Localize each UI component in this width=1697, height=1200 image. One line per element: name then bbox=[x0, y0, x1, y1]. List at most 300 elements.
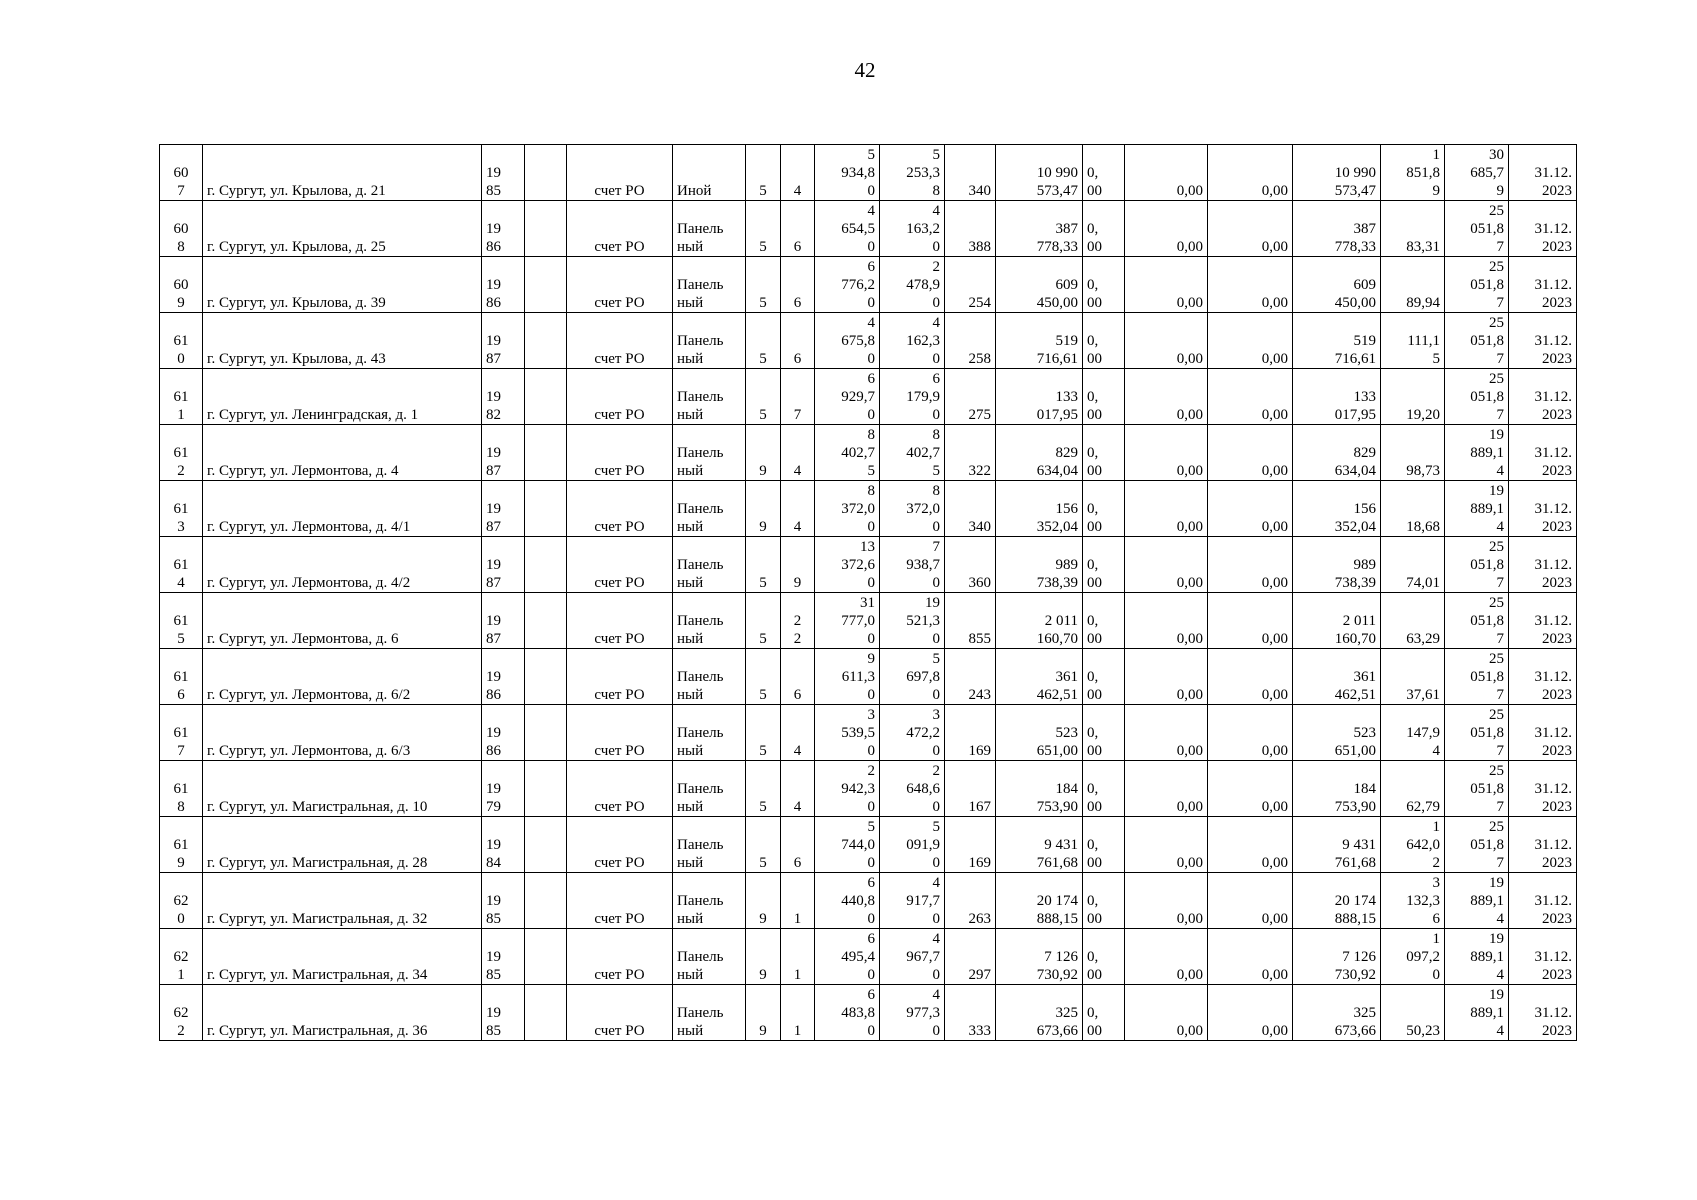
cell-fund-method: счет РО bbox=[567, 257, 673, 313]
cell-cost-fund-a: 0,00 bbox=[1125, 593, 1208, 649]
cell-wall-material: Панель ный bbox=[673, 537, 746, 593]
cell-max-cost-per-sqm: 25 051,8 7 bbox=[1445, 705, 1509, 761]
cell-wall-material: Панель ный bbox=[673, 369, 746, 425]
cell-blank-cell bbox=[525, 929, 567, 985]
cell-max-cost-per-sqm: 19 889,1 4 bbox=[1445, 985, 1509, 1041]
cell-cost-owners: 9 431 761,68 bbox=[1293, 817, 1381, 873]
cell-cost-fund-a: 0,00 bbox=[1125, 649, 1208, 705]
cell-blank-cell bbox=[525, 537, 567, 593]
cell-fund-method: счет РО bbox=[567, 369, 673, 425]
cell-living-area: 4 917,7 0 bbox=[880, 873, 945, 929]
cell-max-cost-per-sqm: 25 051,8 7 bbox=[1445, 817, 1509, 873]
cell-fund-method: счет РО bbox=[567, 313, 673, 369]
cell-living-area: 8 372,0 0 bbox=[880, 481, 945, 537]
cell-completion-date: 31.12. 2023 bbox=[1509, 369, 1577, 425]
cell-percent-cell: 0, 00 bbox=[1083, 817, 1125, 873]
cell-cost-owners: 387 778,33 bbox=[1293, 201, 1381, 257]
table-row bbox=[160, 593, 1577, 649]
table-row bbox=[160, 705, 1577, 761]
cell-cost-fund-a: 0,00 bbox=[1125, 425, 1208, 481]
cell-total-cost: 387 778,33 bbox=[996, 201, 1083, 257]
cell-cost-fund-b: 0,00 bbox=[1208, 425, 1293, 481]
cell-cost-fund-a: 0,00 bbox=[1125, 201, 1208, 257]
cell-blank-cell bbox=[525, 761, 567, 817]
cell-cost-per-sqm: 3 132,3 6 bbox=[1381, 873, 1445, 929]
cell-cost-per-sqm: 74,01 bbox=[1381, 537, 1445, 593]
cell-total-area: 8 402,7 5 bbox=[815, 425, 880, 481]
cell-cost-fund-b: 0,00 bbox=[1208, 369, 1293, 425]
cell-row-number: 61 5 bbox=[160, 593, 203, 649]
cell-percent-cell: 0, 00 bbox=[1083, 761, 1125, 817]
cell-year-built: 19 87 bbox=[482, 481, 525, 537]
cell-max-cost-per-sqm: 19 889,1 4 bbox=[1445, 425, 1509, 481]
cell-cost-per-sqm: 62,79 bbox=[1381, 761, 1445, 817]
cell-cost-fund-b: 0,00 bbox=[1208, 817, 1293, 873]
cell-row-number: 61 3 bbox=[160, 481, 203, 537]
cell-entrances: 6 bbox=[781, 201, 815, 257]
cell-cost-owners: 20 174 888,15 bbox=[1293, 873, 1381, 929]
cell-total-area: 13 372,6 0 bbox=[815, 537, 880, 593]
cell-max-cost-per-sqm: 30 685,7 9 bbox=[1445, 145, 1509, 201]
cell-residents: 167 bbox=[945, 761, 996, 817]
cell-living-area: 8 402,7 5 bbox=[880, 425, 945, 481]
cell-total-cost: 829 634,04 bbox=[996, 425, 1083, 481]
cell-year-built: 19 86 bbox=[482, 257, 525, 313]
cell-blank-cell bbox=[525, 593, 567, 649]
cell-percent-cell: 0, 00 bbox=[1083, 481, 1125, 537]
cell-completion-date: 31.12. 2023 bbox=[1509, 649, 1577, 705]
cell-address: г. Сургут, ул. Магистральная, д. 34 bbox=[203, 929, 482, 985]
cell-total-cost: 325 673,66 bbox=[996, 985, 1083, 1041]
cell-row-number: 62 2 bbox=[160, 985, 203, 1041]
table-row bbox=[160, 201, 1577, 257]
cell-fund-method: счет РО bbox=[567, 425, 673, 481]
cell-entrances: 4 bbox=[781, 705, 815, 761]
cell-cost-fund-a: 0,00 bbox=[1125, 369, 1208, 425]
cell-year-built: 19 87 bbox=[482, 593, 525, 649]
cell-total-area: 31 777,0 0 bbox=[815, 593, 880, 649]
cell-address: г. Сургут, ул. Крылова, д. 39 bbox=[203, 257, 482, 313]
cell-percent-cell: 0, 00 bbox=[1083, 257, 1125, 313]
cell-completion-date: 31.12. 2023 bbox=[1509, 145, 1577, 201]
cell-total-cost: 10 990 573,47 bbox=[996, 145, 1083, 201]
cell-living-area: 7 938,7 0 bbox=[880, 537, 945, 593]
cell-cost-owners: 10 990 573,47 bbox=[1293, 145, 1381, 201]
cell-cost-fund-b: 0,00 bbox=[1208, 985, 1293, 1041]
cell-completion-date: 31.12. 2023 bbox=[1509, 985, 1577, 1041]
cell-wall-material: Панель ный bbox=[673, 705, 746, 761]
cell-blank-cell bbox=[525, 705, 567, 761]
table-row bbox=[160, 873, 1577, 929]
cell-total-cost: 989 738,39 bbox=[996, 537, 1083, 593]
cell-cost-fund-b: 0,00 bbox=[1208, 257, 1293, 313]
table-row bbox=[160, 761, 1577, 817]
cell-address: г. Сургут, ул. Крылова, д. 43 bbox=[203, 313, 482, 369]
cell-cost-per-sqm: 19,20 bbox=[1381, 369, 1445, 425]
cell-cost-fund-b: 0,00 bbox=[1208, 593, 1293, 649]
cell-address: г. Сургут, ул. Магистральная, д. 10 bbox=[203, 761, 482, 817]
cell-residents: 855 bbox=[945, 593, 996, 649]
cell-cost-fund-b: 0,00 bbox=[1208, 929, 1293, 985]
cell-total-area: 5 744,0 0 bbox=[815, 817, 880, 873]
cell-row-number: 61 4 bbox=[160, 537, 203, 593]
cell-completion-date: 31.12. 2023 bbox=[1509, 481, 1577, 537]
table-row bbox=[160, 145, 1577, 201]
cell-floors: 5 bbox=[746, 761, 781, 817]
cell-floors: 5 bbox=[746, 257, 781, 313]
cell-year-built: 19 86 bbox=[482, 705, 525, 761]
cell-wall-material: Панель ный bbox=[673, 593, 746, 649]
cell-residents: 169 bbox=[945, 705, 996, 761]
cell-entrances: 4 bbox=[781, 481, 815, 537]
cell-wall-material: Панель ный bbox=[673, 649, 746, 705]
cell-percent-cell: 0, 00 bbox=[1083, 201, 1125, 257]
cell-total-area: 3 539,5 0 bbox=[815, 705, 880, 761]
table-row bbox=[160, 817, 1577, 873]
cell-blank-cell bbox=[525, 145, 567, 201]
cell-wall-material: Панель ный bbox=[673, 313, 746, 369]
page-number: 42 bbox=[854, 58, 876, 82]
cell-floors: 5 bbox=[746, 705, 781, 761]
cell-residents: 388 bbox=[945, 201, 996, 257]
cell-floors: 5 bbox=[746, 145, 781, 201]
cell-max-cost-per-sqm: 25 051,8 7 bbox=[1445, 537, 1509, 593]
cell-percent-cell: 0, 00 bbox=[1083, 705, 1125, 761]
cell-floors: 5 bbox=[746, 593, 781, 649]
cell-total-area: 4 675,8 0 bbox=[815, 313, 880, 369]
cell-completion-date: 31.12. 2023 bbox=[1509, 929, 1577, 985]
cell-cost-owners: 325 673,66 bbox=[1293, 985, 1381, 1041]
cell-percent-cell: 0, 00 bbox=[1083, 985, 1125, 1041]
cell-address: г. Сургут, ул. Магистральная, д. 36 bbox=[203, 985, 482, 1041]
cell-total-area: 6 776,2 0 bbox=[815, 257, 880, 313]
cell-blank-cell bbox=[525, 369, 567, 425]
cell-wall-material: Панель ный bbox=[673, 201, 746, 257]
table-row bbox=[160, 481, 1577, 537]
cell-blank-cell bbox=[525, 481, 567, 537]
cell-floors: 9 bbox=[746, 985, 781, 1041]
cell-living-area: 4 162,3 0 bbox=[880, 313, 945, 369]
cell-completion-date: 31.12. 2023 bbox=[1509, 761, 1577, 817]
registry-body bbox=[160, 145, 1577, 1041]
cell-total-cost: 133 017,95 bbox=[996, 369, 1083, 425]
housing-registry-table bbox=[159, 144, 1577, 1041]
cell-address: г. Сургут, ул. Крылова, д. 21 bbox=[203, 145, 482, 201]
cell-living-area: 2 648,6 0 bbox=[880, 761, 945, 817]
table-row bbox=[160, 649, 1577, 705]
cell-year-built: 19 86 bbox=[482, 649, 525, 705]
cell-total-cost: 609 450,00 bbox=[996, 257, 1083, 313]
cell-total-area: 6 495,4 0 bbox=[815, 929, 880, 985]
cell-row-number: 61 1 bbox=[160, 369, 203, 425]
cell-cost-owners: 2 011 160,70 bbox=[1293, 593, 1381, 649]
cell-percent-cell: 0, 00 bbox=[1083, 145, 1125, 201]
cell-cost-owners: 609 450,00 bbox=[1293, 257, 1381, 313]
cell-wall-material: Панель ный bbox=[673, 425, 746, 481]
cell-year-built: 19 87 bbox=[482, 537, 525, 593]
cell-residents: 243 bbox=[945, 649, 996, 705]
cell-total-area: 8 372,0 0 bbox=[815, 481, 880, 537]
cell-percent-cell: 0, 00 bbox=[1083, 593, 1125, 649]
cell-entrances: 6 bbox=[781, 313, 815, 369]
cell-max-cost-per-sqm: 25 051,8 7 bbox=[1445, 369, 1509, 425]
cell-completion-date: 31.12. 2023 bbox=[1509, 201, 1577, 257]
table-row bbox=[160, 369, 1577, 425]
cell-address: г. Сургут, ул. Лермонтова, д. 4/1 bbox=[203, 481, 482, 537]
cell-floors: 9 bbox=[746, 481, 781, 537]
cell-total-area: 6 929,7 0 bbox=[815, 369, 880, 425]
cell-year-built: 19 84 bbox=[482, 817, 525, 873]
cell-entrances: 4 bbox=[781, 761, 815, 817]
cell-living-area: 4 163,2 0 bbox=[880, 201, 945, 257]
cell-residents: 297 bbox=[945, 929, 996, 985]
table-row bbox=[160, 313, 1577, 369]
cell-row-number: 61 8 bbox=[160, 761, 203, 817]
cell-address: г. Сургут, ул. Магистральная, д. 32 bbox=[203, 873, 482, 929]
cell-residents: 254 bbox=[945, 257, 996, 313]
cell-address: г. Сургут, ул. Ленинградская, д. 1 bbox=[203, 369, 482, 425]
cell-living-area: 4 977,3 0 bbox=[880, 985, 945, 1041]
cell-completion-date: 31.12. 2023 bbox=[1509, 313, 1577, 369]
cell-cost-owners: 133 017,95 bbox=[1293, 369, 1381, 425]
cell-blank-cell bbox=[525, 873, 567, 929]
cell-address: г. Сургут, ул. Лермонтова, д. 6 bbox=[203, 593, 482, 649]
cell-floors: 5 bbox=[746, 649, 781, 705]
cell-percent-cell: 0, 00 bbox=[1083, 537, 1125, 593]
cell-cost-fund-a: 0,00 bbox=[1125, 145, 1208, 201]
cell-floors: 5 bbox=[746, 817, 781, 873]
cell-address: г. Сургут, ул. Магистральная, д. 28 bbox=[203, 817, 482, 873]
cell-fund-method: счет РО bbox=[567, 873, 673, 929]
table-row bbox=[160, 985, 1577, 1041]
cell-floors: 9 bbox=[746, 873, 781, 929]
cell-total-cost: 519 716,61 bbox=[996, 313, 1083, 369]
cell-row-number: 62 1 bbox=[160, 929, 203, 985]
cell-completion-date: 31.12. 2023 bbox=[1509, 873, 1577, 929]
cell-max-cost-per-sqm: 25 051,8 7 bbox=[1445, 257, 1509, 313]
cell-residents: 333 bbox=[945, 985, 996, 1041]
cell-total-cost: 2 011 160,70 bbox=[996, 593, 1083, 649]
cell-total-cost: 20 174 888,15 bbox=[996, 873, 1083, 929]
cell-fund-method: счет РО bbox=[567, 929, 673, 985]
cell-year-built: 19 82 bbox=[482, 369, 525, 425]
cell-total-cost: 184 753,90 bbox=[996, 761, 1083, 817]
table-row bbox=[160, 929, 1577, 985]
cell-year-built: 19 85 bbox=[482, 145, 525, 201]
cell-max-cost-per-sqm: 25 051,8 7 bbox=[1445, 761, 1509, 817]
cell-residents: 275 bbox=[945, 369, 996, 425]
cell-cost-owners: 184 753,90 bbox=[1293, 761, 1381, 817]
cell-cost-per-sqm: 63,29 bbox=[1381, 593, 1445, 649]
cell-floors: 5 bbox=[746, 369, 781, 425]
cell-cost-per-sqm: 37,61 bbox=[1381, 649, 1445, 705]
cell-blank-cell bbox=[525, 201, 567, 257]
cell-cost-fund-a: 0,00 bbox=[1125, 313, 1208, 369]
cell-cost-owners: 361 462,51 bbox=[1293, 649, 1381, 705]
cell-blank-cell bbox=[525, 817, 567, 873]
cell-total-cost: 156 352,04 bbox=[996, 481, 1083, 537]
cell-cost-owners: 7 126 730,92 bbox=[1293, 929, 1381, 985]
cell-cost-per-sqm: 50,23 bbox=[1381, 985, 1445, 1041]
cell-total-area: 5 934,8 0 bbox=[815, 145, 880, 201]
cell-total-area: 6 483,8 0 bbox=[815, 985, 880, 1041]
cell-total-cost: 9 431 761,68 bbox=[996, 817, 1083, 873]
cell-cost-fund-a: 0,00 bbox=[1125, 705, 1208, 761]
cell-cost-fund-b: 0,00 bbox=[1208, 649, 1293, 705]
cell-year-built: 19 79 bbox=[482, 761, 525, 817]
cell-entrances: 7 bbox=[781, 369, 815, 425]
cell-entrances: 6 bbox=[781, 649, 815, 705]
cell-completion-date: 31.12. 2023 bbox=[1509, 705, 1577, 761]
cell-fund-method: счет РО bbox=[567, 649, 673, 705]
cell-row-number: 60 7 bbox=[160, 145, 203, 201]
cell-wall-material: Панель ный bbox=[673, 985, 746, 1041]
cell-floors: 5 bbox=[746, 201, 781, 257]
cell-row-number: 61 0 bbox=[160, 313, 203, 369]
cell-address: г. Сургут, ул. Лермонтова, д. 4 bbox=[203, 425, 482, 481]
cell-cost-fund-b: 0,00 bbox=[1208, 537, 1293, 593]
cell-completion-date: 31.12. 2023 bbox=[1509, 817, 1577, 873]
cell-cost-per-sqm: 147,9 4 bbox=[1381, 705, 1445, 761]
cell-fund-method: счет РО bbox=[567, 705, 673, 761]
cell-row-number: 61 2 bbox=[160, 425, 203, 481]
cell-year-built: 19 85 bbox=[482, 985, 525, 1041]
cell-entrances: 6 bbox=[781, 257, 815, 313]
cell-wall-material: Иной bbox=[673, 145, 746, 201]
cell-entrances: 4 bbox=[781, 145, 815, 201]
cell-year-built: 19 85 bbox=[482, 873, 525, 929]
cell-fund-method: счет РО bbox=[567, 817, 673, 873]
cell-cost-fund-a: 0,00 bbox=[1125, 817, 1208, 873]
cell-total-cost: 361 462,51 bbox=[996, 649, 1083, 705]
cell-residents: 169 bbox=[945, 817, 996, 873]
table-row bbox=[160, 257, 1577, 313]
cell-cost-per-sqm: 98,73 bbox=[1381, 425, 1445, 481]
cell-row-number: 61 9 bbox=[160, 817, 203, 873]
cell-row-number: 62 0 bbox=[160, 873, 203, 929]
cell-living-area: 5 091,9 0 bbox=[880, 817, 945, 873]
cell-cost-per-sqm: 1 642,0 2 bbox=[1381, 817, 1445, 873]
cell-residents: 258 bbox=[945, 313, 996, 369]
cell-row-number: 61 6 bbox=[160, 649, 203, 705]
cell-cost-per-sqm: 83,31 bbox=[1381, 201, 1445, 257]
cell-cost-fund-a: 0,00 bbox=[1125, 481, 1208, 537]
cell-percent-cell: 0, 00 bbox=[1083, 929, 1125, 985]
cell-living-area: 6 179,9 0 bbox=[880, 369, 945, 425]
cell-completion-date: 31.12. 2023 bbox=[1509, 537, 1577, 593]
cell-entrances: 9 bbox=[781, 537, 815, 593]
cell-living-area: 3 472,2 0 bbox=[880, 705, 945, 761]
cell-total-area: 4 654,5 0 bbox=[815, 201, 880, 257]
cell-address: г. Сургут, ул. Крылова, д. 25 bbox=[203, 201, 482, 257]
cell-address: г. Сургут, ул. Лермонтова, д. 6/2 bbox=[203, 649, 482, 705]
cell-row-number: 61 7 bbox=[160, 705, 203, 761]
cell-address: г. Сургут, ул. Лермонтова, д. 4/2 bbox=[203, 537, 482, 593]
cell-max-cost-per-sqm: 25 051,8 7 bbox=[1445, 201, 1509, 257]
cell-cost-per-sqm: 1 097,2 0 bbox=[1381, 929, 1445, 985]
cell-fund-method: счет РО bbox=[567, 537, 673, 593]
cell-cost-per-sqm: 89,94 bbox=[1381, 257, 1445, 313]
cell-entrances: 1 bbox=[781, 929, 815, 985]
cell-wall-material: Панель ный bbox=[673, 929, 746, 985]
cell-entrances: 2 2 bbox=[781, 593, 815, 649]
cell-fund-method: счет РО bbox=[567, 985, 673, 1041]
cell-cost-owners: 829 634,04 bbox=[1293, 425, 1381, 481]
cell-fund-method: счет РО bbox=[567, 593, 673, 649]
cell-max-cost-per-sqm: 25 051,8 7 bbox=[1445, 593, 1509, 649]
cell-total-area: 6 440,8 0 bbox=[815, 873, 880, 929]
cell-wall-material: Панель ный bbox=[673, 873, 746, 929]
cell-percent-cell: 0, 00 bbox=[1083, 425, 1125, 481]
cell-cost-per-sqm: 18,68 bbox=[1381, 481, 1445, 537]
cell-blank-cell bbox=[525, 985, 567, 1041]
cell-residents: 340 bbox=[945, 145, 996, 201]
cell-blank-cell bbox=[525, 649, 567, 705]
cell-living-area: 4 967,7 0 bbox=[880, 929, 945, 985]
cell-entrances: 4 bbox=[781, 425, 815, 481]
cell-max-cost-per-sqm: 19 889,1 4 bbox=[1445, 481, 1509, 537]
cell-living-area: 2 478,9 0 bbox=[880, 257, 945, 313]
cell-cost-fund-a: 0,00 bbox=[1125, 929, 1208, 985]
cell-blank-cell bbox=[525, 313, 567, 369]
cell-cost-fund-a: 0,00 bbox=[1125, 985, 1208, 1041]
cell-cost-owners: 519 716,61 bbox=[1293, 313, 1381, 369]
cell-cost-fund-a: 0,00 bbox=[1125, 873, 1208, 929]
cell-max-cost-per-sqm: 19 889,1 4 bbox=[1445, 873, 1509, 929]
cell-cost-fund-b: 0,00 bbox=[1208, 873, 1293, 929]
cell-living-area: 19 521,3 0 bbox=[880, 593, 945, 649]
cell-cost-owners: 156 352,04 bbox=[1293, 481, 1381, 537]
cell-cost-fund-b: 0,00 bbox=[1208, 145, 1293, 201]
cell-completion-date: 31.12. 2023 bbox=[1509, 593, 1577, 649]
cell-cost-fund-a: 0,00 bbox=[1125, 257, 1208, 313]
cell-entrances: 6 bbox=[781, 817, 815, 873]
cell-cost-fund-a: 0,00 bbox=[1125, 537, 1208, 593]
cell-residents: 322 bbox=[945, 425, 996, 481]
cell-percent-cell: 0, 00 bbox=[1083, 873, 1125, 929]
cell-cost-owners: 523 651,00 bbox=[1293, 705, 1381, 761]
cell-cost-fund-b: 0,00 bbox=[1208, 761, 1293, 817]
cell-completion-date: 31.12. 2023 bbox=[1509, 257, 1577, 313]
cell-wall-material: Панель ный bbox=[673, 257, 746, 313]
cell-blank-cell bbox=[525, 425, 567, 481]
cell-year-built: 19 85 bbox=[482, 929, 525, 985]
cell-percent-cell: 0, 00 bbox=[1083, 649, 1125, 705]
cell-total-cost: 523 651,00 bbox=[996, 705, 1083, 761]
cell-max-cost-per-sqm: 25 051,8 7 bbox=[1445, 649, 1509, 705]
cell-fund-method: счет РО bbox=[567, 481, 673, 537]
cell-floors: 9 bbox=[746, 929, 781, 985]
cell-entrances: 1 bbox=[781, 985, 815, 1041]
table-row bbox=[160, 537, 1577, 593]
cell-wall-material: Панель ный bbox=[673, 817, 746, 873]
cell-fund-method: счет РО bbox=[567, 145, 673, 201]
cell-entrances: 1 bbox=[781, 873, 815, 929]
cell-cost-fund-b: 0,00 bbox=[1208, 705, 1293, 761]
cell-cost-fund-b: 0,00 bbox=[1208, 201, 1293, 257]
cell-floors: 5 bbox=[746, 537, 781, 593]
cell-row-number: 60 9 bbox=[160, 257, 203, 313]
cell-residents: 340 bbox=[945, 481, 996, 537]
cell-cost-fund-b: 0,00 bbox=[1208, 313, 1293, 369]
cell-year-built: 19 87 bbox=[482, 313, 525, 369]
cell-year-built: 19 87 bbox=[482, 425, 525, 481]
cell-floors: 9 bbox=[746, 425, 781, 481]
cell-fund-method: счет РО bbox=[567, 761, 673, 817]
cell-row-number: 60 8 bbox=[160, 201, 203, 257]
cell-living-area: 5 253,3 8 bbox=[880, 145, 945, 201]
cell-living-area: 5 697,8 0 bbox=[880, 649, 945, 705]
